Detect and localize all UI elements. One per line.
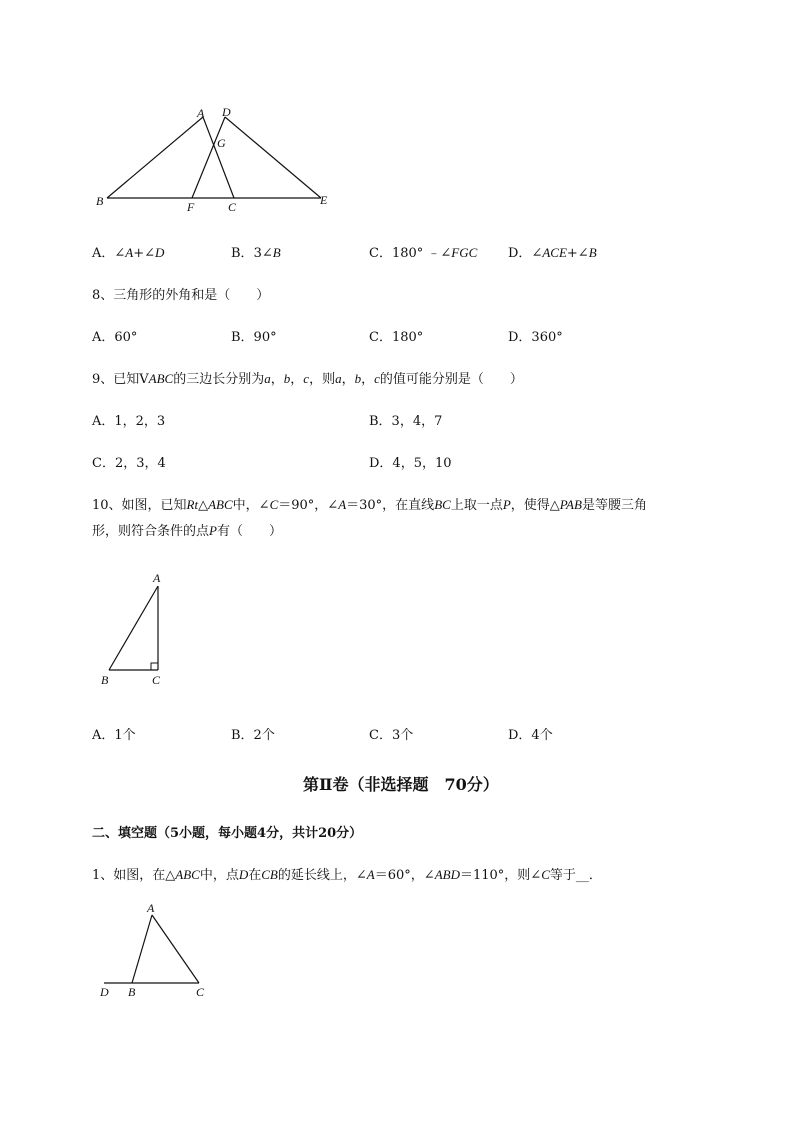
label-c: C: [228, 200, 237, 214]
q7-option-b[interactable]: B．3∠B: [231, 245, 281, 261]
q9-option-d[interactable]: D．4，5，10: [369, 456, 452, 471]
label-b: B: [128, 985, 136, 999]
part-two-title: 第Ⅱ卷（非选择题 70分）: [303, 775, 499, 794]
label-b: B: [101, 673, 109, 687]
label-a: A: [147, 901, 155, 915]
q10-question-line2: 形，则符合条件的点P有（ ）: [92, 523, 282, 539]
q7-option-a[interactable]: A．∠A+∠D: [92, 245, 165, 261]
q9-option-a[interactable]: A．1，2，3: [92, 414, 166, 429]
q10-option-a[interactable]: A．1个: [92, 728, 136, 743]
q9-option-b[interactable]: B．3，4，7: [369, 414, 443, 429]
label-a: A: [197, 106, 205, 120]
q8-option-d[interactable]: D．360°: [508, 330, 563, 345]
q10-question-line1: 10、如图，已知Rt△ABC中，∠C＝90°，∠A＝30°，在直线BC上取一点P，使得△PAB是等腰三角: [92, 497, 647, 513]
q10-option-d[interactable]: D．4个: [508, 728, 553, 743]
label-b: B: [96, 194, 104, 208]
segment-ab: [132, 915, 152, 983]
q8-option-a[interactable]: A．60°: [92, 330, 138, 345]
q10-option-c[interactable]: C．3个: [369, 728, 414, 743]
label-g: G: [217, 136, 226, 150]
q7-option-c[interactable]: C．180° ﹣∠FGC: [369, 245, 478, 261]
label-f: F: [187, 200, 195, 214]
answer-blank[interactable]: __: [575, 868, 589, 883]
label-a: A: [153, 571, 161, 585]
label-c: C: [152, 673, 161, 687]
q10-option-b[interactable]: B．2个: [231, 728, 275, 743]
q9-question: 9、已知VABC的三边长分别为a，b，c，则a，b，c的值可能分别是（ ）: [92, 371, 523, 387]
segment-ac: [152, 915, 199, 983]
fill-in-section-heading: 二、填空题（5小题，每小题4分，共计20分）: [92, 826, 363, 841]
label-d: D: [222, 105, 231, 119]
label-d: D: [100, 985, 109, 999]
label-c: C: [196, 985, 205, 999]
q7-option-d[interactable]: D．∠ACE+∠B: [508, 245, 597, 261]
q8-question: 8、三角形的外角和是（ ）: [92, 288, 270, 303]
fill1-question: 1、如图，在△ABC中，点D在CB的延长线上，∠A＝60°，∠ABD＝110°，则∠C等于__．: [92, 867, 602, 883]
q8-option-c[interactable]: C．180°: [369, 330, 424, 345]
q8-option-b[interactable]: B．90°: [231, 330, 277, 345]
q9-option-c[interactable]: C．2，3，4: [92, 456, 166, 471]
label-e: E: [320, 193, 328, 207]
